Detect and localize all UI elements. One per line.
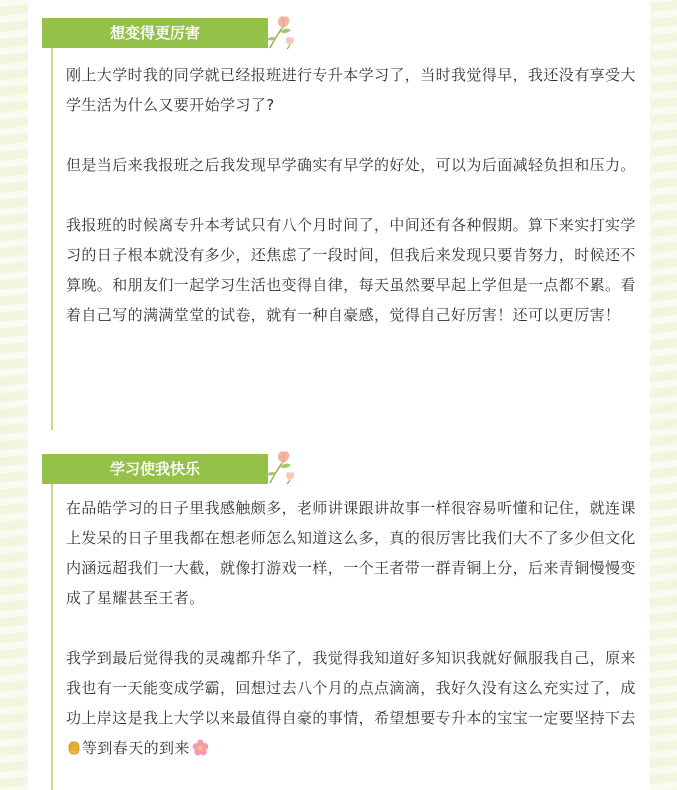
section-body	[66, 60, 636, 330]
section-title: 学习使我快乐	[109, 460, 200, 478]
paragraph: 在品皓学习的日子里我感触颇多，老师讲课跟讲故事一样很容易听懂和记住，就连课上发呆的日子里我都在想老师怎么知道这么多，真的很厉害比我们大不了多少但文化内涵远超我们一大截，就像打游戏一样，一个王者带一群青铜上分，后来青铜慢慢变成了星耀甚至王者。	[66, 499, 636, 607]
section-title-banner	[42, 454, 268, 484]
paragraph: 刚上大学时我的同学就已经报班进行专升本学习了，当时我觉得早，我还没有享受大学生活为什么又要开始学习了?	[66, 66, 636, 114]
tulip-flower-icon	[264, 449, 298, 485]
blossom-emoji-icon	[192, 739, 209, 756]
section-title-banner	[42, 18, 268, 48]
tulip-flower-icon	[264, 14, 298, 50]
section-become-better	[28, 0, 650, 430]
fist-emoji-icon	[67, 739, 81, 756]
section-accent-line	[51, 40, 53, 430]
paragraph: 但是当后来我报班之后我发现早学确实有早学的好处，可以为后面减轻负担和压力。	[66, 156, 636, 174]
article-paper	[28, 0, 650, 790]
paragraph	[66, 643, 636, 763]
paragraph-text: 我学到最后觉得我的灵魂都升华了，我觉得我知道好多知识我就好佩服我自己，原来我也有一天能变成学霸，回想过去八个月的点点滴滴，我好久没有这么充实过了，成功上岸这是我上大学以来最值得自豪的事情，希望想要专升本的宝宝一定要坚持下去	[66, 649, 636, 727]
section-learning-makes-me-happy	[28, 444, 650, 790]
paragraph: 我报班的时候离专升本考试只有八个月时间了，中间还有各种假期。算下来实打实学习的日子根本就没有多少，还焦虑了一段时间，但我后来发现只要肯努力，时候还不算晚。和朋友们一起学习生活也变得自律，每天虽然要早起上学但是一点都不累。看着自己写的满满堂堂的试卷，就有一种自豪感，觉得自己好厉害！还可以更厉害！	[66, 216, 636, 324]
section-body	[66, 493, 636, 763]
section-accent-line	[51, 478, 53, 790]
section-title: 想变得更厉害	[109, 24, 200, 42]
paragraph-text: 等到春天的到来	[82, 739, 190, 757]
